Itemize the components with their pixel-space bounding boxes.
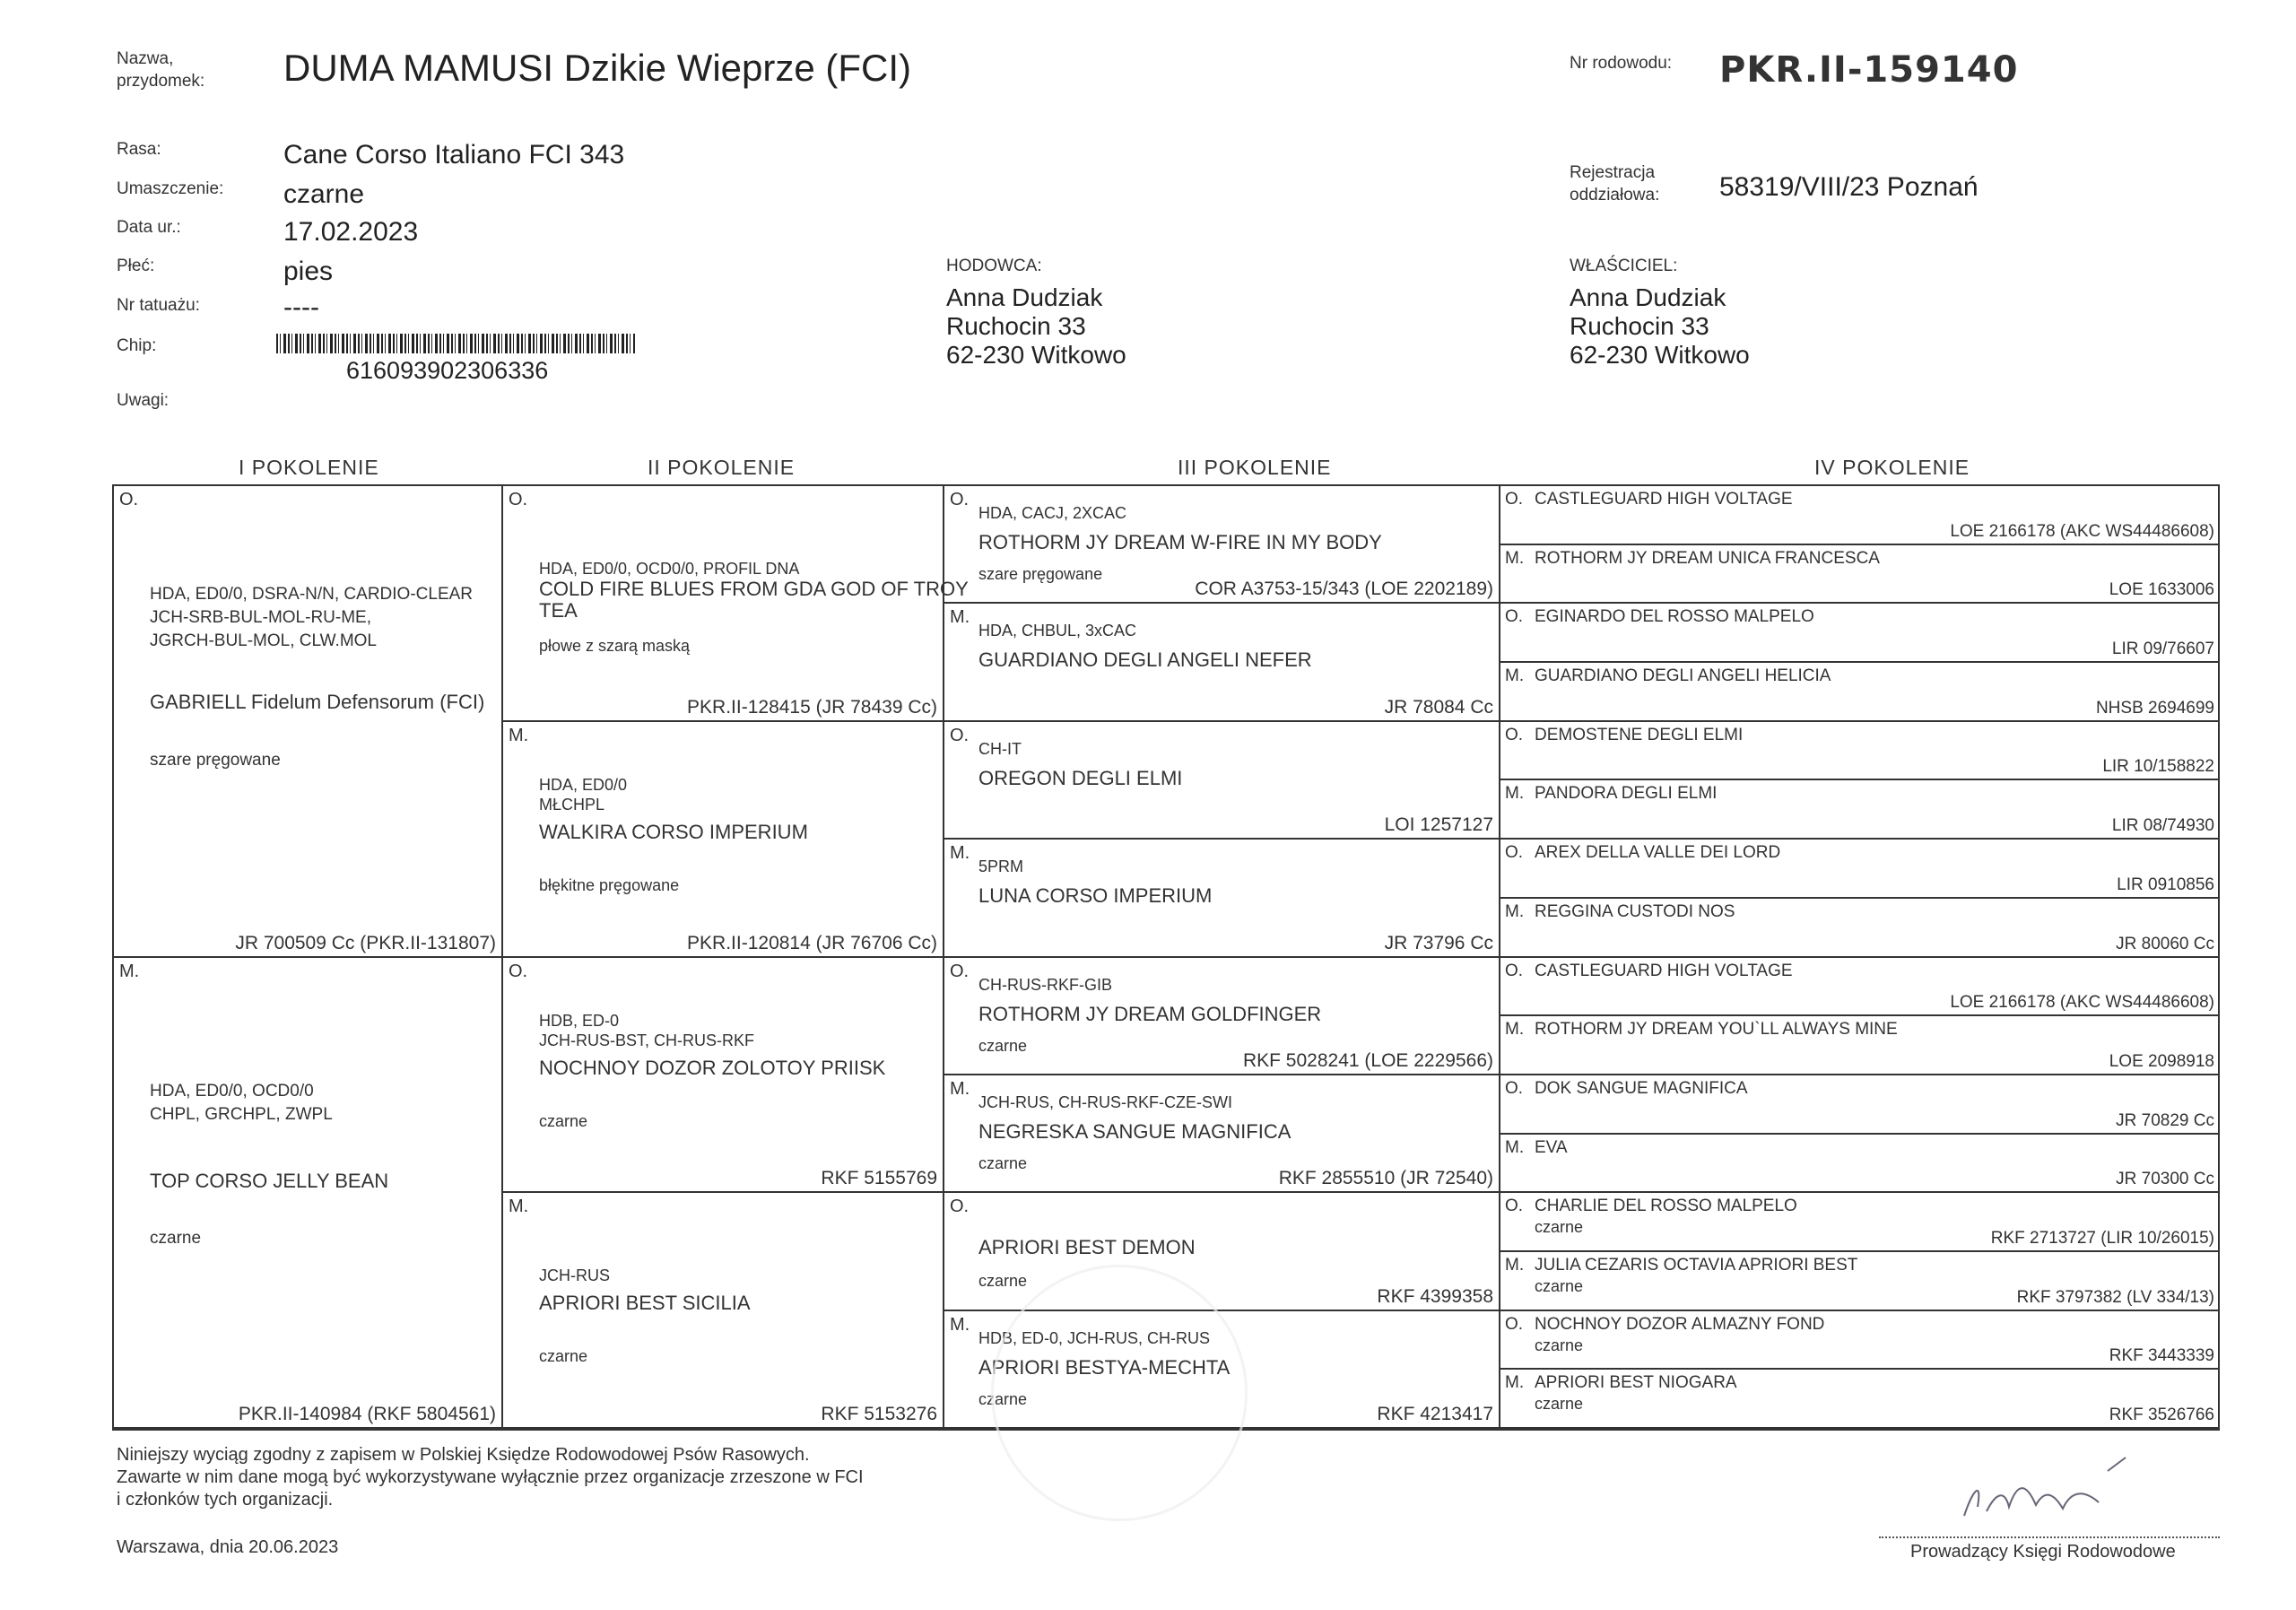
gen4-ancestor: [1500, 663, 2220, 722]
faded-stamp: [991, 1265, 1248, 1521]
ancestor-sex-mark: O.: [950, 725, 970, 745]
ancestor-titles: HDB, ED-0, JCH-RUS, CH-RUS: [978, 1328, 1211, 1347]
ancestor-name: CASTLEGUARD HIGH VOLTAGE: [1535, 961, 1793, 980]
tattoo-label: Nr tatuażu:: [117, 296, 200, 315]
ancestor-registration: NHSB 2694699: [2095, 698, 2214, 718]
owner-address: [1570, 283, 1750, 370]
ancestor-sex-mark: M.: [1505, 1020, 1525, 1040]
owner-line: 62-230 Witkowo: [1570, 341, 1750, 369]
ancestor-sex-mark: O.: [1505, 1314, 1524, 1334]
gen3-ancestor: [944, 958, 1500, 1075]
ancestor-sex-mark: M.: [1505, 548, 1525, 568]
ancestor-registration: LOE 2166178 (AKC WS44486608): [1950, 521, 2214, 541]
gen2-ancestor: [503, 958, 944, 1194]
ancestor-sex-mark: O.: [950, 490, 970, 509]
gen3-ancestor: [944, 1193, 1500, 1310]
ancestor-name: GUARDIANO DEGLI ANGELI NEFER: [978, 648, 1312, 672]
ancestor-registration: RKF 5155769: [821, 1168, 937, 1189]
generation-3-header: III POKOLENIE: [1178, 456, 1332, 479]
gen3-ancestor: [944, 840, 1500, 957]
ancestor-name: AREX DELLA VALLE DEI LORD: [1535, 843, 1781, 863]
name-label-1: Nazwa,: [117, 49, 174, 68]
footer-note-line: Zawarte w nim dane mogą być wykorzystywane wyłącznie przez organizacje zrzeszone w FCI: [117, 1467, 864, 1487]
ancestor-registration: RKF 5153276: [821, 1404, 937, 1424]
ancestor-name: EVA: [1535, 1137, 1568, 1157]
ancestor-name: ROTHORM JY DREAM UNICA FRANCESCA: [1535, 548, 1880, 568]
ancestor-sex-mark: O.: [1505, 490, 1524, 509]
ancestor-registration: PKR.II-128415 (JR 78439 Cc): [687, 696, 937, 718]
ancestor-registration: RKF 5028241 (LOE 2229566): [1242, 1049, 1493, 1071]
ancestor-color: czarne: [539, 1347, 588, 1366]
ancestor-name: DOK SANGUE MAGNIFICA: [1535, 1078, 1748, 1098]
footer-note-line: Niniejszy wyciąg zgodny z zapisem w Polskiej Księdze Rodowodowej Psów Rasowych.: [117, 1445, 810, 1465]
ancestor-color: czarne: [1535, 1336, 1584, 1354]
branch-registration: 58319/VIII/23 Poznań: [1719, 172, 1979, 202]
ancestor-titles: CH-IT: [978, 739, 1022, 758]
gen1-ancestor: [114, 486, 503, 958]
ancestor-sex-mark: M.: [1505, 1137, 1525, 1157]
color-value: czarne: [283, 179, 365, 209]
ancestor-sex-mark: M.: [950, 1314, 970, 1335]
ancestor-registration: PKR.II-140984 (RKF 5804561): [238, 1404, 496, 1424]
footer-note: [117, 1444, 864, 1511]
ancestor-name: APRIORI BESTYA-MECHTA: [978, 1355, 1231, 1379]
ancestor-registration: LIR 09/76607: [2111, 640, 2214, 659]
gen1-ancestor: [114, 958, 503, 1430]
gen2-ancestor: [503, 1193, 944, 1429]
chip-barcode: [276, 334, 635, 353]
ancestor-registration: LIR 0910856: [2117, 875, 2214, 894]
dog-name: DUMA MAMUSI Dzikie Wieprze (FCI): [283, 47, 912, 89]
ancestor-titles: HDA, ED0/0, OCD0/0: [150, 1081, 314, 1101]
ancestor-titles: JCH-RUS: [539, 1266, 610, 1285]
ancestor-titles: CHPL, GRCHPL, ZWPL: [150, 1104, 333, 1124]
ancestor-name: COLD FIRE BLUES FROM GDA GOD OF TROY: [539, 578, 969, 600]
ancestor-titles: JCH-SRB-BUL-MOL-RU-ME,: [150, 608, 371, 627]
breeder-address: [946, 283, 1126, 370]
owner-line: Anna Dudziak: [1570, 283, 1726, 311]
ancestor-color: czarne: [978, 1389, 1028, 1408]
ancestor-color: szare pręgowane: [150, 751, 281, 770]
ancestor-name: NOCHNOY DOZOR ALMAZNY FOND: [1535, 1314, 1825, 1334]
breeder-line: Anna Dudziak: [946, 283, 1103, 311]
ancestor-name: WALKIRA CORSO IMPERIUM: [539, 820, 808, 843]
gen4-ancestor: [1500, 722, 2220, 781]
ancestor-sex-mark: M.: [950, 843, 970, 864]
ancestor-sex-mark: O.: [1505, 961, 1524, 980]
gen4-ancestor: [1500, 1193, 2220, 1252]
color-label: Umaszczenie:: [117, 179, 224, 198]
ancestor-registration: RKF 3526766: [2109, 1405, 2214, 1424]
ancestor-sex-mark: M.: [1505, 784, 1525, 804]
ancestor-color: czarne: [150, 1228, 202, 1248]
tattoo-value: ----: [283, 292, 319, 322]
regno-label: Nr rodowodu:: [1570, 54, 1673, 73]
ancestor-registration: RKF 3797382 (LV 334/13): [2016, 1287, 2214, 1307]
ancestor-sex-mark: M.: [1505, 1373, 1525, 1393]
ancestor-sex-mark: M.: [950, 607, 970, 628]
ancestor-name: OREGON DEGLI ELMI: [978, 766, 1183, 789]
branch-label-1: Rejestracja: [1570, 163, 1656, 182]
ancestor-registration: JR 80060 Cc: [2116, 934, 2214, 953]
ancestor-titles: CH-RUS-RKF-GIB: [978, 975, 1112, 994]
ancestor-name: ROTHORM JY DREAM W-FIRE IN MY BODY: [978, 531, 1382, 553]
ancestor-registration: COR A3753-15/343 (LOE 2202189): [1195, 579, 1493, 600]
ancestor-color: czarne: [978, 1036, 1028, 1055]
ancestor-registration: JR 78084 Cc: [1384, 696, 1493, 718]
dob-label: Data ur.:: [117, 218, 181, 237]
gen4-ancestor: [1500, 545, 2220, 605]
breed-label: Rasa:: [117, 140, 161, 159]
breeder-line: 62-230 Witkowo: [946, 341, 1126, 369]
ancestor-name: CHARLIE DEL ROSSO MALPELO: [1535, 1197, 1797, 1216]
ancestor-titles: HDB, ED-0: [539, 1011, 620, 1030]
breeder-line: Ruchocin 33: [946, 312, 1086, 340]
ancestor-registration: LIR 08/74930: [2111, 816, 2214, 836]
ancestor-sex-mark: O.: [1505, 725, 1524, 744]
ancestor-titles: MŁCHPL: [539, 795, 605, 814]
ancestor-color: błękitne pręgowane: [539, 875, 680, 894]
branch-label-2: oddziałowa:: [1570, 186, 1660, 205]
ancestor-titles: HDA, ED0/0, DSRA-N/N, CARDIO-CLEAR: [150, 585, 474, 604]
ancestor-sex-mark: O.: [1505, 607, 1524, 627]
name-label-2: przydomek:: [117, 72, 205, 91]
chip-number: 616093902306336: [346, 357, 549, 384]
ancestor-name: GUARDIANO DEGLI ANGELI HELICIA: [1535, 666, 1831, 686]
ancestor-name: JULIA CEZARIS OCTAVIA APRIORI BEST: [1535, 1255, 1858, 1275]
ancestor-sex-mark: M.: [950, 1078, 970, 1099]
ancestor-sex-mark: M.: [509, 725, 529, 745]
ancestor-sex-mark: O.: [1505, 843, 1524, 863]
gen4-ancestor: [1500, 1016, 2220, 1075]
signature-title: Prowadzący Księgi Rodowodowe: [1910, 1542, 2176, 1562]
gen3-ancestor: [944, 604, 1500, 721]
ancestor-registration: LIR 10/158822: [2102, 757, 2214, 777]
gen4-ancestor: [1500, 780, 2220, 840]
ancestor-name: REGGINA CUSTODI NOS: [1535, 901, 1735, 921]
ancestor-color: czarne: [1535, 1276, 1584, 1295]
ancestor-name: DEMOSTENE DEGLI ELMI: [1535, 725, 1744, 744]
generation-4-header: IV POKOLENIE: [1814, 456, 1970, 479]
ancestor-name: ROTHORM JY DREAM GOLDFINGER: [978, 1002, 1322, 1025]
ancestor-sex-mark: O.: [950, 961, 970, 981]
breed-value: Cane Corso Italiano FCI 343: [283, 140, 625, 170]
ancestor-titles: HDA, ED0/0: [539, 775, 628, 794]
gen4-ancestor: [1500, 840, 2220, 899]
gen4-ancestor: [1500, 899, 2220, 958]
dob-value: 17.02.2023: [283, 217, 419, 247]
gen4-ancestor: [1500, 1075, 2220, 1135]
ancestor-titles: HDA, CHBUL, 3xCAC: [978, 622, 1137, 640]
ancestor-sex-mark: O.: [509, 490, 528, 509]
ancestor-registration: JR 70829 Cc: [2116, 1110, 2214, 1130]
ancestor-registration: LOI 1257127: [1384, 814, 1493, 836]
sex-label: Płeć:: [117, 257, 155, 275]
ancestor-sex-mark: O.: [950, 1197, 970, 1217]
gen4-ancestor: [1500, 604, 2220, 663]
ancestor-name: EGINARDO DEL ROSSO MALPELO: [1535, 607, 1814, 627]
ancestor-name: LUNA CORSO IMPERIUM: [978, 884, 1213, 908]
ancestor-name: APRIORI BEST DEMON: [978, 1236, 1196, 1259]
ancestor-sex-mark: O.: [509, 961, 528, 981]
ancestor-name: CASTLEGUARD HIGH VOLTAGE: [1535, 490, 1793, 509]
ancestor-color: czarne: [978, 1153, 1028, 1172]
ancestor-name: ROTHORM JY DREAM YOU`LL ALWAYS MINE: [1535, 1020, 1898, 1040]
gen3-ancestor: [944, 1075, 1500, 1193]
ancestor-registration: RKF 2713727 (LIR 10/26015): [1990, 1228, 2214, 1248]
ancestor-sex-mark: O.: [1505, 1197, 1524, 1216]
ancestor-color: czarne: [978, 1272, 1028, 1291]
ancestor-name: NOCHNOY DOZOR ZOLOTOY PRIISK: [539, 1056, 886, 1079]
ancestor-titles: 5PRM: [978, 857, 1024, 876]
signature: [1955, 1453, 2135, 1534]
notes-label: Uwagi:: [117, 391, 170, 410]
ancestor-name: APRIORI BEST NIOGARA: [1535, 1373, 1737, 1393]
ancestor-registration: LOE 1633006: [2109, 580, 2214, 600]
ancestor-titles: HDA, CACJ, 2XCAC: [978, 504, 1127, 522]
ancestor-name: APRIORI BEST SICILIA: [539, 1292, 751, 1315]
ancestor-sex-mark: M.: [509, 1197, 529, 1217]
gen2-ancestor: [503, 722, 944, 958]
owner-line: Ruchocin 33: [1570, 312, 1709, 340]
signature-line: [1879, 1536, 2220, 1538]
ancestor-name: TOP CORSO JELLY BEAN: [150, 1169, 389, 1192]
ancestor-name: GABRIELL Fidelum Defensorum (FCI): [150, 691, 485, 713]
ancestor-titles: JCH-RUS, CH-RUS-RKF-CZE-SWI: [978, 1092, 1232, 1111]
ancestor-color: czarne: [539, 1111, 588, 1130]
ancestor-registration: LOE 2166178 (AKC WS44486608): [1950, 993, 2214, 1013]
ancestor-color: czarne: [1535, 1218, 1584, 1237]
ancestor-sex-mark: M.: [119, 961, 140, 981]
ancestor-registration: RKF 4399358: [1377, 1285, 1493, 1307]
ancestor-name: PANDORA DEGLI ELMI: [1535, 784, 1718, 804]
gen3-ancestor: [944, 486, 1500, 604]
ancestor-sex-mark: M.: [1505, 901, 1525, 921]
registration-number: PKR.II-159140: [1719, 49, 2019, 91]
ancestor-sex-mark: O.: [119, 490, 139, 509]
ancestor-registration: LOE 2098918: [2109, 1051, 2214, 1071]
ancestor-titles: HDA, ED0/0, OCD0/0, PROFIL DNA: [539, 560, 800, 578]
ancestor-registration: JR 73796 Cc: [1384, 932, 1493, 953]
footer-note-line: i członków tych organizacji.: [117, 1490, 334, 1510]
ancestor-sex-mark: M.: [1505, 1255, 1525, 1275]
ancestor-color: czarne: [1535, 1395, 1584, 1414]
generation-1-header: I POKOLENIE: [239, 456, 379, 479]
ancestor-titles: JCH-RUS-BST, CH-RUS-RKF: [539, 1031, 754, 1049]
chip-label: Chip:: [117, 336, 157, 355]
breeder-label: HODOWCA:: [946, 257, 1042, 275]
ancestor-registration: PKR.II-120814 (JR 76706 Cc): [687, 932, 937, 953]
gen4-ancestor: [1500, 486, 2220, 545]
ancestor-titles: JGRCH-BUL-MOL, CLW.MOL: [150, 631, 378, 650]
ancestor-registration: RKF 4213417: [1377, 1404, 1493, 1424]
gen4-ancestor: [1500, 1135, 2220, 1194]
gen2-ancestor: [503, 486, 969, 722]
sex-value: pies: [283, 257, 334, 286]
gen4-ancestor: [1500, 958, 2220, 1017]
ancestor-registration: RKF 2855510 (JR 72540): [1278, 1168, 1493, 1189]
ancestor-color: szare pręgowane: [978, 565, 1103, 583]
ancestor-registration: JR 70300 Cc: [2116, 1170, 2214, 1189]
generation-2-header: II POKOLENIE: [648, 456, 796, 479]
ancestor-sex-mark: M.: [1505, 666, 1525, 686]
gen4-ancestor: [1500, 1252, 2220, 1311]
ancestor-registration: RKF 3443339: [2109, 1346, 2214, 1366]
place-date: Warszawa, dnia 20.06.2023: [117, 1537, 339, 1557]
ancestor-color: płowe z szarą maską: [539, 637, 691, 655]
owner-label: WŁAŚCICIEL:: [1570, 257, 1678, 275]
ancestor-name: NEGRESKA SANGUE MAGNIFICA: [978, 1119, 1292, 1143]
gen3-ancestor: [944, 722, 1500, 840]
gen4-ancestor: [1500, 1370, 2220, 1429]
ancestor-registration: JR 700509 Cc (PKR.II-131807): [235, 932, 496, 953]
ancestor-name-cont: TEA: [539, 599, 578, 622]
gen4-ancestor: [1500, 1311, 2220, 1371]
ancestor-sex-mark: O.: [1505, 1078, 1524, 1098]
